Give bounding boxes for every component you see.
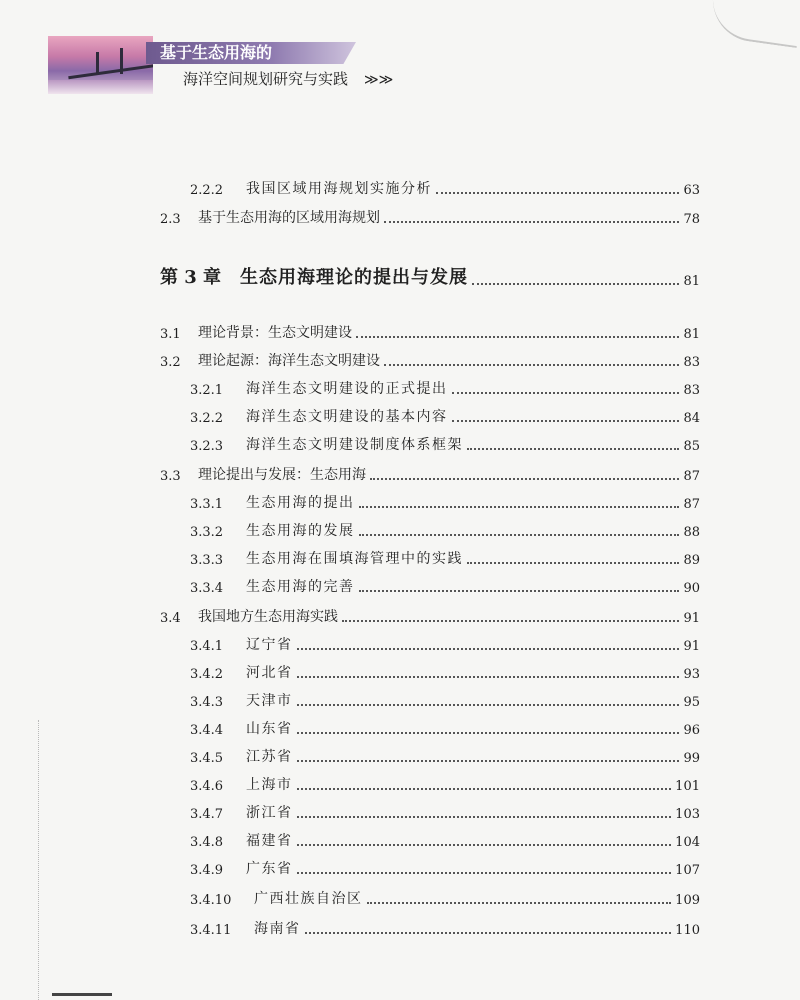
toc-leader-dots — [436, 191, 679, 194]
toc-entry[interactable] — [190, 888, 700, 908]
toc-entry-title: 福建省 — [246, 833, 293, 849]
toc-entry-page-number: 90 — [683, 581, 700, 596]
toc-entry-title: 江苏省 — [246, 749, 293, 765]
toc-leader-dots — [359, 533, 680, 536]
toc-entry-number: 3.4.1 — [190, 639, 224, 654]
toc-entry[interactable] — [160, 464, 700, 484]
toc-entry-number: 3.2 — [160, 355, 181, 370]
toc-leader-dots — [452, 391, 680, 394]
toc-entry-title: 海南省 — [254, 921, 301, 937]
toc-entry-number: 3.4.6 — [190, 779, 224, 794]
toc-entry[interactable] — [190, 520, 700, 540]
book-title: 基于生态用海的 — [160, 43, 273, 62]
toc-entry-number: 3.3.4 — [190, 581, 224, 596]
toc-entry[interactable] — [190, 576, 700, 596]
bottom-edge-mark — [52, 993, 112, 996]
toc-entry-title: 基于生态用海的区域用海规划 — [198, 210, 380, 226]
toc-entry-page-number: 81 — [683, 274, 700, 289]
toc-entry[interactable] — [190, 434, 700, 454]
toc-entry-number: 3.4.3 — [190, 695, 224, 710]
book-subtitle-text: 海洋空间规划研究与实践 — [183, 70, 349, 88]
toc-entry-title: 我国区域用海规划实施分析 — [246, 181, 432, 197]
toc-entry-number: 3.4.7 — [190, 807, 224, 822]
toc-entry-page-number: 104 — [675, 835, 700, 850]
toc-entry-page-number: 81 — [683, 327, 700, 342]
toc-entry[interactable] — [190, 548, 700, 568]
toc-leader-dots — [370, 477, 679, 480]
toc-entry-page-number: 109 — [675, 893, 700, 908]
toc-entry-number: 3.4.10 — [190, 893, 232, 908]
double-arrow-icon: ≫≫ — [364, 72, 394, 88]
toc-entry-title: 广西壮族自治区 — [254, 891, 363, 907]
toc-entry-page-number: 83 — [683, 355, 700, 370]
toc-leader-dots — [367, 901, 672, 904]
toc-entry-page-number: 96 — [683, 723, 700, 738]
toc-entry[interactable] — [160, 207, 700, 227]
toc-leader-dots — [467, 447, 679, 450]
toc-leader-dots — [297, 843, 672, 846]
toc-leader-dots — [472, 282, 679, 285]
toc-entry-number: 3.4 — [160, 611, 181, 626]
toc-entry-page-number: 78 — [683, 212, 700, 227]
toc-leader-dots — [297, 675, 680, 678]
toc-entry[interactable] — [190, 378, 700, 398]
toc-leader-dots — [452, 419, 680, 422]
toc-entry-number: 3.4.9 — [190, 863, 224, 878]
toc-entry[interactable] — [190, 802, 700, 822]
toc-entry-title: 天津市 — [246, 693, 293, 709]
toc-leader-dots — [467, 561, 679, 564]
toc-entry-number: 3.1 — [160, 327, 181, 342]
toc-entry-number: 2.3 — [160, 212, 181, 227]
toc-entry[interactable] — [190, 662, 700, 682]
toc-entry-page-number: 91 — [683, 611, 700, 626]
toc-entry-number: 3.2.2 — [190, 411, 224, 426]
toc-entry-title: 生态用海的完善 — [246, 579, 355, 595]
toc-entry[interactable] — [190, 634, 700, 654]
toc-entry-title: 海洋生态文明建设的基本内容 — [246, 409, 448, 425]
toc-entry-title: 生态用海的发展 — [246, 523, 355, 539]
toc-leader-dots — [359, 589, 680, 592]
toc-entry-page-number: 91 — [683, 639, 700, 654]
toc-entry[interactable] — [190, 858, 700, 878]
toc-entry[interactable] — [160, 606, 700, 626]
toc-entry[interactable] — [160, 350, 700, 370]
toc-entry-number: 第 3 章 — [160, 267, 222, 288]
toc-entry-page-number: 84 — [683, 411, 700, 426]
toc-entry-number: 3.2.3 — [190, 439, 224, 454]
toc-entry[interactable] — [190, 918, 700, 938]
toc-entry-title: 海洋生态文明建设制度体系框架 — [246, 437, 463, 453]
toc-leader-dots — [297, 647, 680, 650]
toc-entry-title: 浙江省 — [246, 805, 293, 821]
toc-leader-dots — [305, 931, 672, 934]
toc-entry[interactable] — [190, 406, 700, 426]
toc-leader-dots — [384, 363, 679, 366]
toc-entry-page-number: 63 — [683, 183, 700, 198]
toc-entry-title: 生态用海的提出 — [246, 495, 355, 511]
toc-entry-number: 3.4.5 — [190, 751, 224, 766]
toc-entry-page-number: 101 — [675, 779, 700, 794]
toc-entry-title: 海洋生态文明建设的正式提出 — [246, 381, 448, 397]
margin-dotted-line — [38, 720, 39, 1000]
toc-leader-dots — [297, 871, 672, 874]
toc-entry-page-number: 110 — [675, 923, 700, 938]
toc-entry-title: 理论起源：海洋生态文明建设 — [198, 353, 380, 369]
toc-entry-number: 3.4.11 — [190, 923, 232, 938]
toc-entry-page-number: 85 — [683, 439, 700, 454]
toc-entry[interactable] — [190, 492, 700, 512]
toc-entry-page-number: 103 — [675, 807, 700, 822]
toc-entry-number: 3.3 — [160, 469, 181, 484]
toc-leader-dots — [297, 759, 680, 762]
toc-entry-number: 3.4.8 — [190, 835, 224, 850]
toc-entry-number: 3.3.3 — [190, 553, 224, 568]
toc-entry-number: 3.4.4 — [190, 723, 224, 738]
toc-leader-dots — [384, 220, 679, 223]
toc-entry[interactable] — [190, 178, 700, 198]
toc-entry-title: 生态用海理论的提出与发展 — [240, 267, 468, 288]
toc-entry-page-number: 89 — [683, 553, 700, 568]
toc-entry-number: 3.2.1 — [190, 383, 224, 398]
toc-entry-page-number: 99 — [683, 751, 700, 766]
toc-leader-dots — [297, 787, 672, 790]
toc-entry[interactable] — [190, 718, 700, 738]
toc-leader-dots — [356, 335, 679, 338]
toc-entry-page-number: 93 — [683, 667, 700, 682]
toc-entry-title: 我国地方生态用海实践 — [198, 609, 338, 625]
toc-entry-number: 3.4.2 — [190, 667, 224, 682]
toc-entry-title: 辽宁省 — [246, 637, 293, 653]
toc-entry-page-number: 87 — [683, 469, 700, 484]
toc-entry-title: 广东省 — [246, 861, 293, 877]
toc-entry-number: 3.3.1 — [190, 497, 224, 512]
toc-entry[interactable] — [190, 830, 700, 850]
toc-entry-title: 理论背景：生态文明建设 — [198, 325, 352, 341]
toc-entry-title: 理论提出与发展：生态用海 — [198, 467, 366, 483]
toc-entry-number: 3.3.2 — [190, 525, 224, 540]
toc-entry-page-number: 107 — [675, 863, 700, 878]
toc-entry-title: 生态用海在围填海管理中的实践 — [246, 551, 463, 567]
toc-entry-page-number: 88 — [683, 525, 700, 540]
toc-entry-page-number: 87 — [683, 497, 700, 512]
toc-entry-page-number: 95 — [683, 695, 700, 710]
toc-chapter-entry[interactable] — [160, 263, 700, 289]
toc-leader-dots — [297, 815, 672, 818]
toc-entry[interactable] — [190, 774, 700, 794]
toc-entry[interactable] — [190, 690, 700, 710]
toc-entry-number: 2.2.2 — [190, 183, 224, 198]
toc-leader-dots — [297, 703, 680, 706]
toc-entry-title: 上海市 — [246, 777, 293, 793]
toc-leader-dots — [342, 619, 679, 622]
toc-leader-dots — [359, 505, 680, 508]
toc-entry[interactable] — [160, 322, 700, 342]
toc-entry-title: 河北省 — [246, 665, 293, 681]
toc-entry-title: 山东省 — [246, 721, 293, 737]
toc-entry-page-number: 83 — [683, 383, 700, 398]
toc-leader-dots — [297, 731, 680, 734]
toc-entry[interactable] — [190, 746, 700, 766]
